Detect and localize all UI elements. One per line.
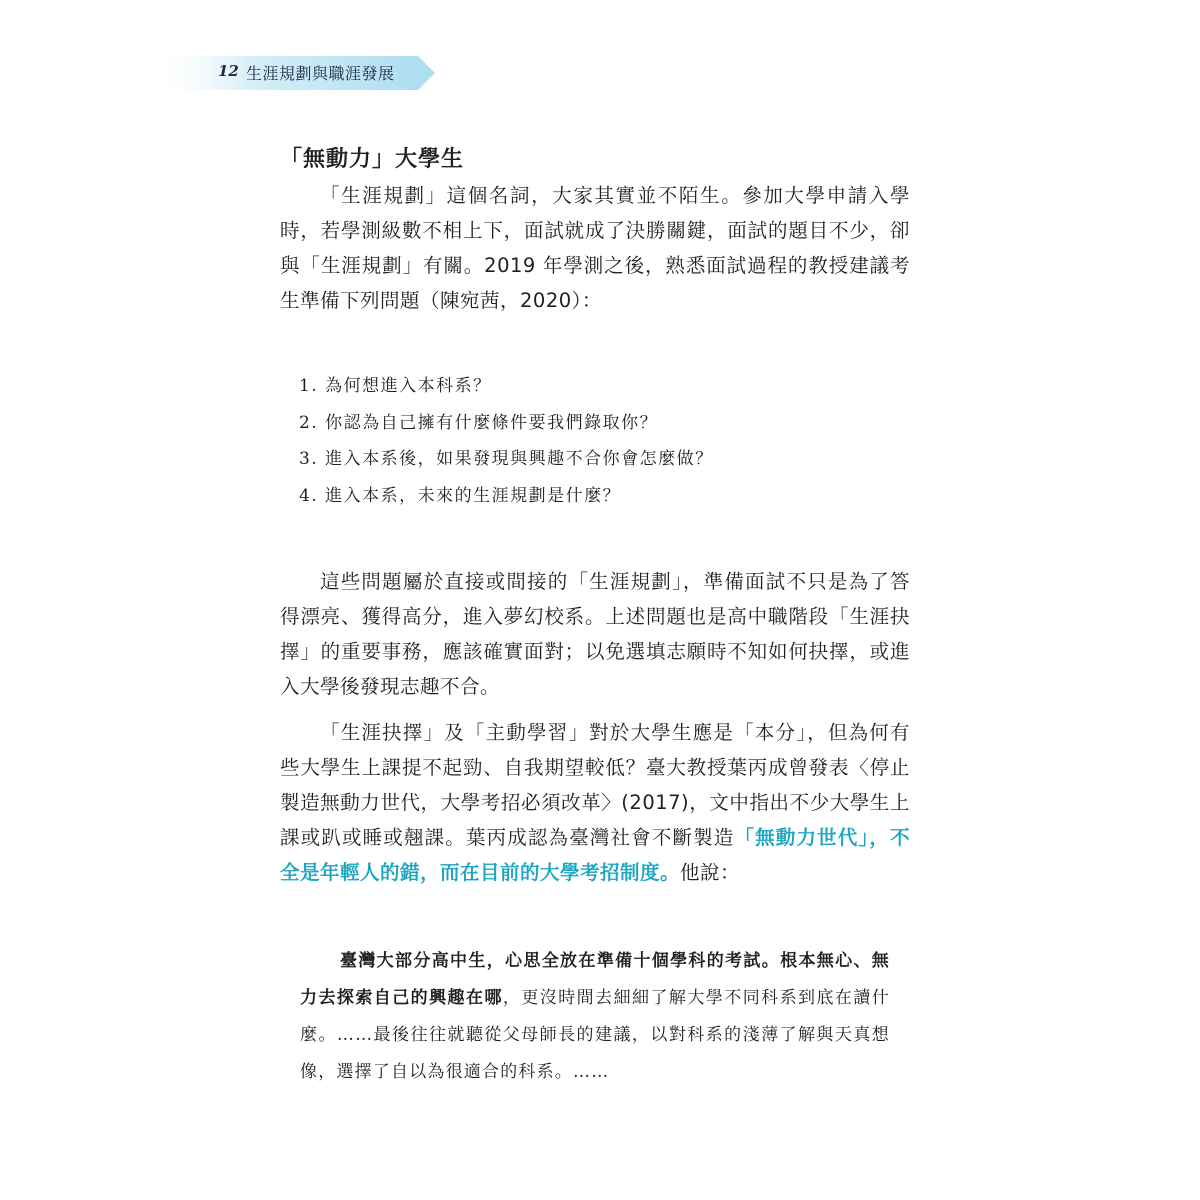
list-item: 3. 進入本系後，如果發現與興趣不合你會怎麼做？ xyxy=(299,449,714,469)
quote-emphasis: 臺灣大部分高中生，心思全放在準備十個學科的考試。根本無心、無力去探索自己的興趣在哪 xyxy=(300,951,890,1008)
interview-question-list xyxy=(299,368,714,514)
list-item: 4. 進入本系，未來的生涯規劃是什麼？ xyxy=(299,485,622,506)
unmotivated-generation-paragraph xyxy=(280,715,910,890)
highlighted-statement: 「無動力世代」，不全是年輕人的錯，而在目前的大學考招制度。 xyxy=(280,826,910,884)
block-quote xyxy=(300,943,890,1091)
quote-rest: ，更沒時間去細細了解大學不同科系到底在讀什麼。……最後往往就聽從父母師長的建議，以對科系的淺薄了解與天真想像，選擇了自以為很適合的科系。…… xyxy=(300,988,891,1082)
section-heading: 「無動力」大學生 xyxy=(280,147,465,172)
list-item: 2. 你認為自己擁有什麼條件要我們錄取你？ xyxy=(299,412,659,433)
paragraph-text-end: 他說： xyxy=(680,861,741,884)
paragraph-text-start: 「生涯抉擇」及「主動學習」對於大學生應是「本分」，但為何有些大學生上課提不起勁、自我期望較低？臺大教授葉丙成曾發表〈停止製造無動力世代，大學考招必須改革〉(2017)，文中指出不少大學生上課或趴或睡或翹課。葉丙成認為臺灣社會不斷製造 xyxy=(280,721,910,849)
intro-paragraph xyxy=(280,178,910,318)
paragraph-text: 這些問題屬於直接或間接的「生涯規劃」，準備面試不只是為了答得漂亮、獲得高分，進入夢幻校系。上述問題也是高中職階段「生涯抉擇」的重要事務，應該確實面對；以免選填志願時不知如何抉擇，或進入大學後發現志趣不合。 xyxy=(280,570,910,698)
page-number: 12 xyxy=(218,62,239,80)
career-choice-paragraph xyxy=(280,564,910,704)
list-item: 1. 為何想進入本科系？ xyxy=(299,376,492,396)
quote-text xyxy=(300,943,890,1091)
paragraph-text xyxy=(280,715,910,890)
book-title: 生涯規劃與職涯發展 xyxy=(246,64,395,83)
paragraph-text: 「生涯規劃」這個名詞，大家其實並不陌生。參加大學申請入學時，若學測級數不相上下，面試就成了決勝關鍵，面試的題目不少，卻與「生涯規劃」有關。2019 年學測之後，熟悉面試過程的教授建議考生準備下列問題（陳宛茜，2020）： xyxy=(280,184,910,312)
